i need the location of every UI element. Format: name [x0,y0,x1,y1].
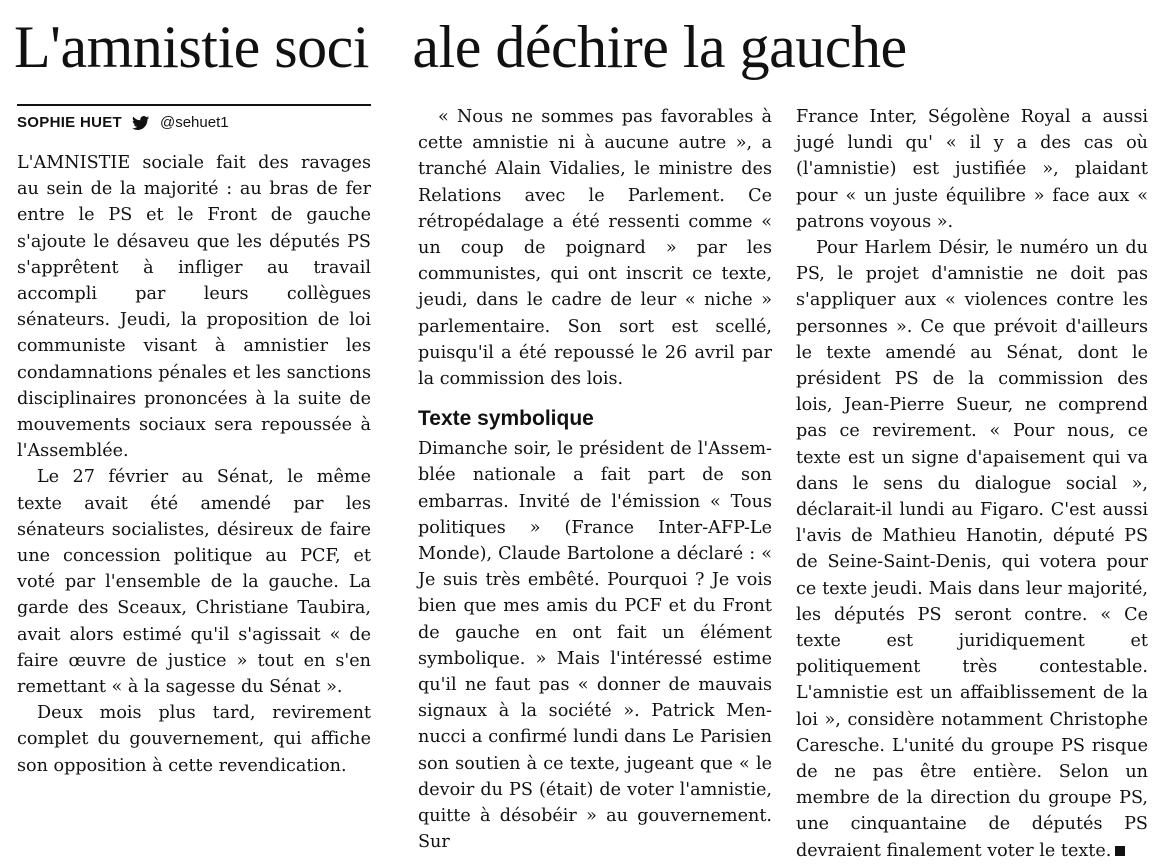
subheading: Texte symbolique [418,407,594,431]
col3-paragraph-1: France Inter, Ségolène Royal a aussi jugé lundi qu' « il y a des cas où (l'amnistie) est justifiée », plaidant pour « un juste équilibre » face aux « patrons voyous ». [796,107,1148,232]
byline [17,104,371,134]
twitter-bird-icon [132,115,150,131]
col1-paragraph-3: Deux mois plus tard, revirement complet du gouvernement, qui affiche son opposition à cette revendication. [17,703,371,776]
column-2 [418,104,772,855]
column-3 [796,104,1148,864]
col3-paragraph-2-text: Pour Harlem Désir, le numéro un du PS, le projet d'amnistie ne doit pas s'appliquer aux « violences contre les personnes ». Ce que prévoit d'ailleurs le texte amendé au Sénat, dont le président PS de la commission des lois, Jean-Pierre Sueur, ne comprend pas ce revirement. « Pour nous, ce texte est un signe d'apaisement qui va dans le sens du dialogue social », déclarait-il lundi au Figaro. C'est aussi l'avis de Mathieu Hanotin, député PS de Seine-Saint-Denis, qui votera pour ce texte jeudi. Mais dans leur majorité, les députés PS seront contre. « Ce texte est juridiquement et politiquement très contestable. L'amnistie est un affaiblissement de la loi », considère notamment Christophe Caresche. L'unité du groupe PS risque de ne pas être entière. Selon un membre de la direction du groupe PS, une cinquantaine de députés PS devraient finalement voter le texte. [796,238,1148,861]
col3-paragraph-2 [796,235,1148,864]
byline-twitter-handle[interactable]: @sehuet1 [159,113,229,131]
col2-paragraph-2: Dimanche soir, le président de l'Assemblée nationale a fait part de son embarras. Invité de l'émission « Tous politiques » (France Inter-AFP-Le Monde), Claude Bartolone a déclaré : « Je suis très embêté. Pourquoi ? Je vois bien que mes amis du PCF et du Front de gauche en ont fait un élément symbolique. » Mais l'intéressé estime qu'il ne faut pas « donner de mauvais signaux à la société ». Patrick Mennucci a confirmé lundi dans Le Parisien son soutien à ce texte, jugeant que « le devoir du PS (était) de voter l'amnistie, quitte à désobéir » au gouvernement. Sur [418,439,772,853]
end-of-article-square-icon [1115,846,1125,856]
col2-paragraph-1: « Nous ne sommes pas favorables à cette amnistie ni à aucune autre », a tranché Alain Vidalies, le ministre des Relations avec le Parlement. Ce rétropédalage a été ressenti comme « un coup de poignard » par les communistes, qui ont inscrit ce texte, jeudi, dans le cadre de leur « niche » parlementaire. Son sort est scellé, puisqu'il a été repoussé le 26 avril par la commission des lois. [418,107,772,390]
col1-paragraph-2: Le 27 février au Sénat, le même texte avait été amendé par les sénateurs socialistes, désireux de faire une concession politique au PCF, et voté par l'ensemble de la gauche. La garde des Sceaux, Christiane Taubira, avait alors estimé qu'il s'agissait « de faire œuvre de justice » tout en s'en remettant « à la sagesse du Sénat ». [17,467,371,698]
column-1 [17,104,371,779]
byline-author: SOPHIE HUET [17,113,122,131]
headline: L'amnistie soci ale déchire la gauche [14,14,907,80]
col1-paragraph-1: L'AMNISTIE sociale fait des ravages au sein de la majorité : au bras de fer entre le PS et le Front de gauche s'ajoute le désaveu que les députés PS s'apprêtent à infliger au travail accompli par leurs collègues sénateurs. Jeudi, la proposition de loi communiste visant à amnistier les condamnations pénales et les sanctions disciplinaires prononcées à la suite de mouvements sociaux sera repoussée à l'Assemblée. [17,153,371,462]
